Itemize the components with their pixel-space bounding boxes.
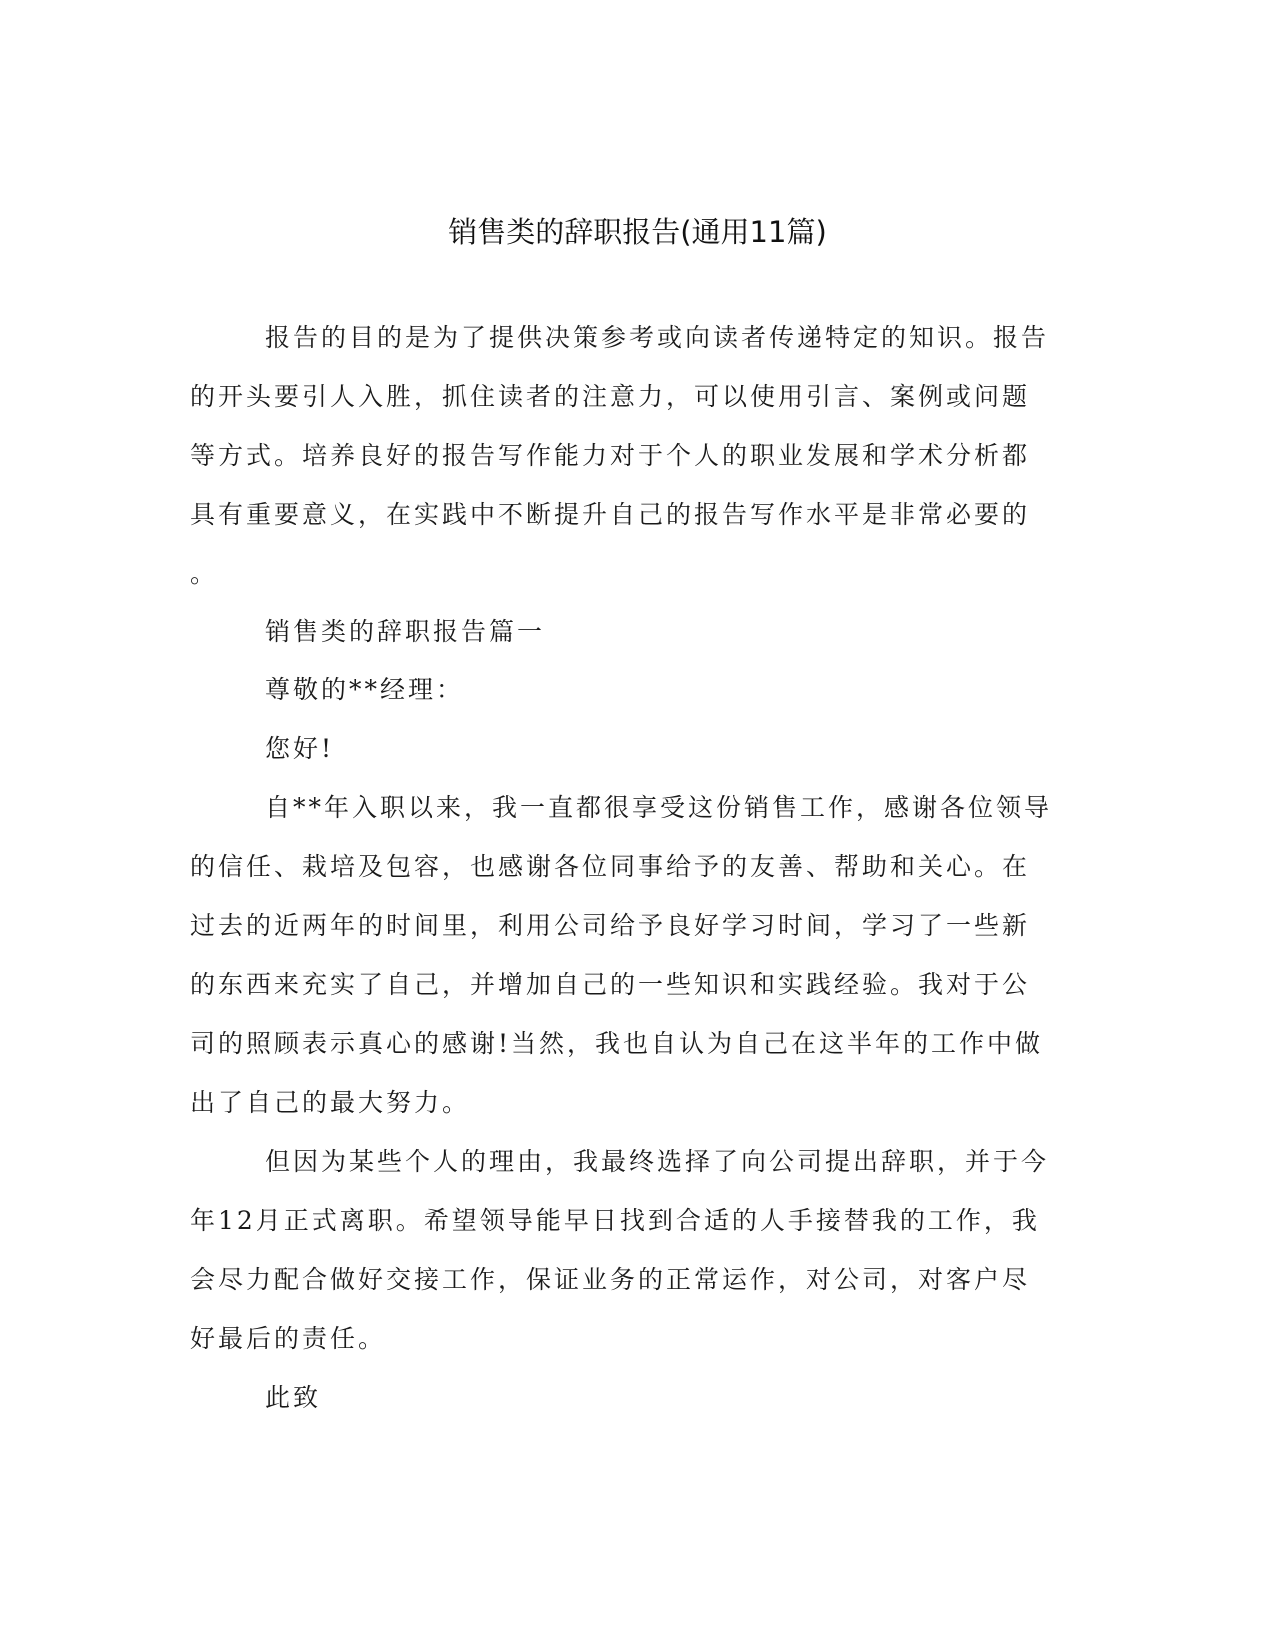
salutation: 尊敬的**经理：	[265, 675, 465, 704]
document-title: 销售类的辞职报告(通用11篇)	[448, 215, 827, 249]
paragraph-line: 好最后的责任。	[190, 1324, 387, 1353]
paragraph-line: 的开头要引人入胜，抓住读者的注意力，可以使用引言、案例或问题	[190, 382, 1031, 411]
paragraph-line: 等方式。培养良好的报告写作能力对于个人的职业发展和学术分析都	[190, 441, 1031, 470]
paragraph-line: 但因为某些个人的理由，我最终选择了向公司提出辞职，并于今	[265, 1147, 1050, 1176]
section-heading: 销售类的辞职报告篇一	[265, 617, 546, 646]
paragraph-line: 年12月正式离职。希望领导能早日找到合适的人手接替我的工作，我	[190, 1206, 1040, 1235]
paragraph-line: 具有重要意义，在实践中不断提升自己的报告写作水平是非常必要的	[190, 500, 1031, 529]
closing-line: 此致	[265, 1383, 322, 1412]
paragraph-line: 出了自己的最大努力。	[190, 1088, 471, 1117]
paragraph-line: 的信任、栽培及包容，也感谢各位同事给予的友善、帮助和关心。在	[190, 852, 1031, 881]
paragraph-line: 会尽力配合做好交接工作，保证业务的正常运作，对公司，对客户尽	[190, 1265, 1031, 1294]
paragraph-line: 司的照顾表示真心的感谢!当然，我也自认为自己在这半年的工作中做	[190, 1029, 1044, 1058]
paragraph-line: 的东西来充实了自己，并增加自己的一些知识和实践经验。我对于公	[190, 970, 1031, 999]
paragraph-line: 。	[190, 559, 219, 588]
greeting: 您好!	[265, 734, 335, 763]
paragraph-line: 自**年入职以来，我一直都很享受这份销售工作，感谢各位领导	[265, 793, 1053, 822]
paragraph-line: 报告的目的是为了提供决策参考或向读者传递特定的知识。报告	[265, 323, 1050, 352]
paragraph-line: 过去的近两年的时间里，利用公司给予良好学习时间，学习了一些新	[190, 911, 1031, 940]
